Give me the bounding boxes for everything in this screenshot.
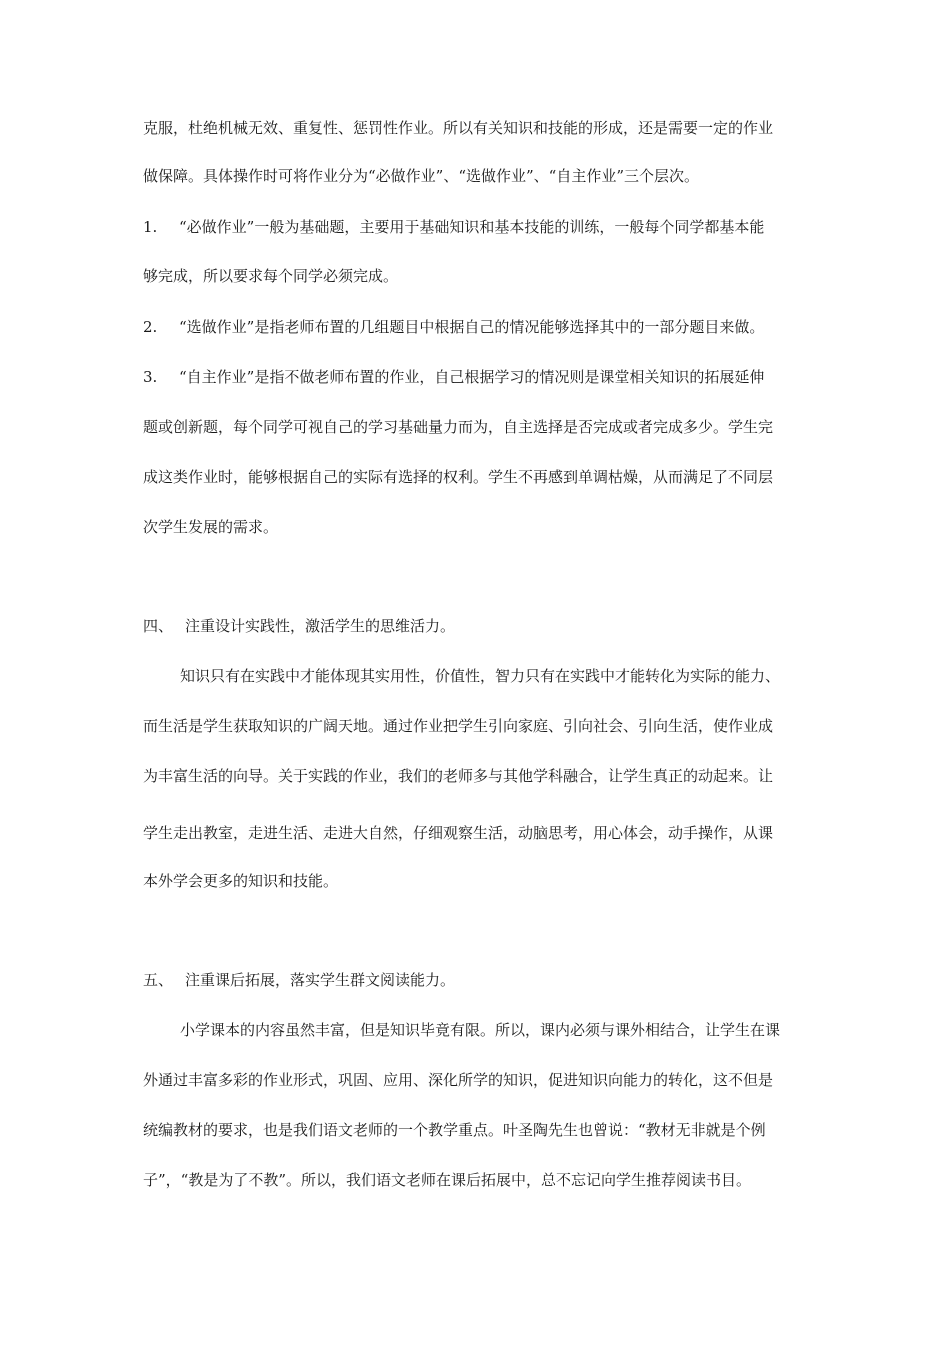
list-item-1 [143, 217, 823, 237]
paragraph-line: 题或创新题，每个同学可视自己的学习基础量力而为，自主选择是否完成或者完成多少。学生完 [143, 418, 774, 436]
paragraph-line: 子”，“教是为了不教”。所以，我们语文老师在课后拓展中，总不忘记向学生推荐阅读书目。 [143, 1171, 752, 1189]
paragraph-line: 够完成，所以要求每个同学必须完成。 [143, 267, 399, 285]
section-heading-text: 注重课后拓展，落实学生群文阅读能力。 [185, 971, 456, 989]
paragraph-line: 小学课本的内容虽然丰富，但是知识毕竟有限。所以，课内必须与课外相结合，让学生在课 [180, 1021, 781, 1039]
section-number: 五、 [143, 971, 174, 989]
paragraph-line: 知识只有在实践中才能体现其实用性，价值性，智力只有在实践中才能转化为实际的能力、 [180, 667, 781, 685]
list-item-text: “选做作业”是指老师布置的几组题目中根据自己的情况能够选择其中的一部分题目来做。 [179, 318, 765, 336]
paragraph-line: 为丰富生活的向导。关于实践的作业，我们的老师多与其他学科融合，让学生真正的动起来。让 [143, 767, 774, 785]
paragraph-line: 次学生发展的需求。 [143, 518, 279, 536]
list-item-3 [143, 367, 823, 387]
paragraph-line: 外通过丰富多彩的作业形式，巩固、应用、深化所学的知识，促进知识向能力的转化，这不但是 [143, 1071, 774, 1089]
paragraph-line: 成这类作业时，能够根据自己的实际有选择的权利。学生不再感到单调枯燥，从而满足了不同层 [143, 468, 774, 486]
list-item-2 [143, 317, 823, 337]
section-heading-text: 注重设计实践性，激活学生的思维活力。 [185, 617, 456, 635]
paragraph-line: 做保障。具体操作时可将作业分为“必做作业”、“选做作业”、“自主作业”三个层次。 [143, 167, 700, 185]
paragraph-line: 统编教材的要求，也是我们语文老师的一个教学重点。叶圣陶先生也曾说：“教材无非就是个例 [143, 1121, 766, 1139]
list-item-number: 3. [143, 368, 158, 386]
paragraph-line: 克服，杜绝机械无效、重复性、惩罚性作业。所以有关知识和技能的形成，还是需要一定的作业 [143, 119, 774, 137]
list-item-number: 2. [143, 318, 158, 336]
list-item-number: 1. [143, 218, 158, 236]
paragraph-line: 学生走出教室，走进生活、走进大自然，仔细观察生活，动脑思考，用心体会，动手操作，从课 [143, 824, 774, 842]
section-heading-4 [143, 616, 823, 636]
list-item-text: “必做作业”一般为基础题，主要用于基础知识和基本技能的训练，一般每个同学都基本能 [179, 218, 765, 236]
paragraph-line: 本外学会更多的知识和技能。 [143, 872, 339, 890]
list-item-text: “自主作业”是指不做老师布置的作业，自己根据学习的情况则是课堂相关知识的拓展延伸 [179, 368, 765, 386]
section-number: 四、 [143, 617, 174, 635]
section-heading-5 [143, 970, 823, 990]
paragraph-line: 而生活是学生获取知识的广阔天地。通过作业把学生引向家庭、引向社会、引向生活，使作业成 [143, 717, 774, 735]
